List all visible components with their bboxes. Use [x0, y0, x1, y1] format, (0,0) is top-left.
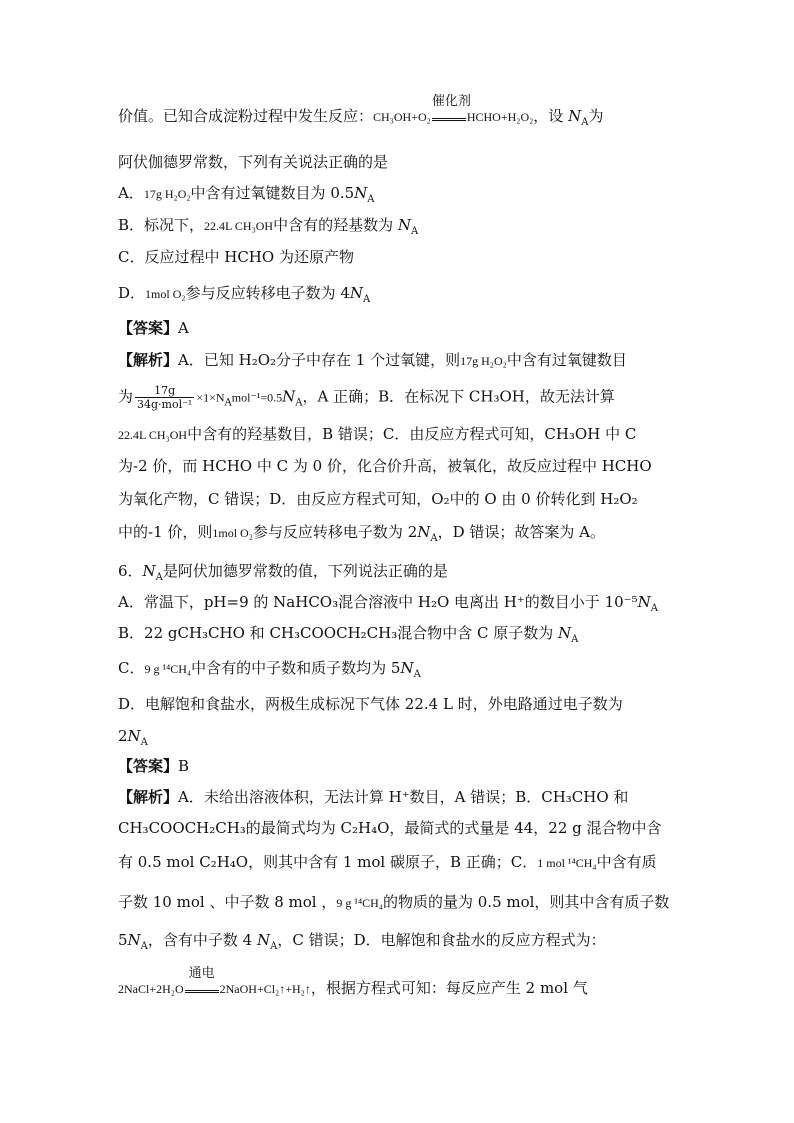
- avogadro-symbol: N: [417, 523, 431, 541]
- subscript: A: [413, 669, 421, 680]
- avogadro-symbol: N: [127, 727, 141, 745]
- chemical-formula: 2NaOH+Cl₂↑+H₂↑: [219, 982, 311, 996]
- equation-line: [118, 966, 688, 999]
- text-segment: 中含有的羟基数目，B 错误；C．由反应方程式可知，CH₃OH 中 C: [187, 425, 637, 443]
- analysis-line: [118, 350, 688, 371]
- chemical-formula: CH₃OH+O₂: [373, 110, 431, 124]
- subscript: A: [581, 117, 589, 128]
- subscript: A: [155, 572, 163, 583]
- option-a: [118, 592, 688, 619]
- avogadro-symbol: N: [558, 624, 572, 642]
- reaction-arrow: [431, 94, 471, 121]
- text-segment: D．: [118, 284, 146, 302]
- analysis-line: [118, 424, 688, 445]
- text-segment: CH₃COOCH₂CH₃的最简式均为 C₂H₄O，最简式的式量是 44，22 g 混合物中含: [118, 819, 662, 837]
- text-segment: C．: [118, 659, 145, 677]
- avogadro-symbol: N: [349, 284, 364, 302]
- question-6-stem: [118, 561, 688, 588]
- subscript: A: [430, 533, 438, 544]
- text-segment: A．: [118, 184, 144, 202]
- subscript: A: [140, 941, 148, 952]
- text-segment: 2: [118, 727, 128, 745]
- text-segment: 为: [588, 107, 604, 125]
- text-segment: 中的-1 价，则: [118, 523, 213, 541]
- text-segment: D．电解饱和食盐水，两极生成标况下气体 22.4 L 时，外电路通过电子数为: [118, 695, 623, 713]
- text-segment: C．反应过程中 HCHO 为还原产物: [118, 248, 354, 266]
- reaction-arrow: [185, 966, 219, 993]
- option-d: [118, 283, 688, 310]
- chemical-formula: 2NaCl+2H₂O: [118, 982, 184, 996]
- text-segment: 是阿伏加德罗常数的值，下列说法正确的是: [162, 562, 448, 580]
- avogadro-symbol: N: [637, 593, 651, 611]
- text-segment: A．未给出溶液体积，无法计算 H⁺数目，A 错误；B．CH₃CHO 和: [178, 788, 629, 806]
- analysis-line: [118, 892, 688, 913]
- subscript: A: [270, 941, 278, 952]
- answer-label: 【答案】: [118, 757, 179, 775]
- subscript: A: [367, 194, 375, 205]
- avogadro-symbol: N: [257, 931, 271, 949]
- avogadro-symbol: N: [354, 184, 368, 202]
- text-segment: 参与反应转移电子数为 4: [185, 284, 350, 302]
- reaction-condition: 催化剂: [431, 94, 471, 109]
- text-segment: 中含有过氧键数目为 0.5: [190, 184, 355, 202]
- question-number: 6．: [118, 562, 143, 580]
- text-line: [118, 152, 688, 172]
- answer-line: [118, 756, 688, 776]
- option-a: [118, 183, 688, 210]
- subscript: A: [411, 226, 419, 237]
- option-c: [118, 658, 688, 685]
- analysis-line: [118, 818, 688, 838]
- analysis-line: [118, 384, 688, 414]
- analysis-line: [118, 489, 688, 509]
- text-segment: 为氧化产物，C 错误；D．由反应方程式可知，O₂中的 O 由 0 价转化到 H₂O₂: [118, 490, 638, 508]
- subscript: A: [363, 294, 371, 305]
- question-stem: 阿伏伽德罗常数，下列有关说法正确的是: [118, 153, 389, 171]
- option-d-continued: [118, 726, 688, 753]
- chemical-formula: 22.4L CH₃OH: [204, 219, 274, 233]
- chemical-formula: 17g H₂O₂: [460, 354, 507, 368]
- option-b: [118, 623, 688, 650]
- text-line: [118, 94, 688, 133]
- text-segment: 为: [118, 387, 134, 406]
- text-segment: 有 0.5 mol C₂H₄O，则其中含有 1 mol 碳原子，B 正确；C．: [118, 853, 538, 871]
- text-segment: 参与反应转移电子数为 2: [252, 523, 418, 541]
- chemical-formula: 9 g ¹⁴CH₄: [336, 896, 383, 910]
- chemical-formula: 1 mol ¹⁴CH₄: [537, 856, 597, 870]
- chemical-formula: 17g H₂O₂: [143, 187, 191, 201]
- subscript: A: [295, 397, 303, 409]
- option-b: [118, 215, 688, 242]
- text-segment: 5: [118, 931, 128, 949]
- avogadro-symbol: N: [282, 387, 296, 406]
- analysis-line: [118, 522, 688, 549]
- text-segment: B．标况下，: [118, 216, 205, 234]
- avogadro-symbol: N: [400, 659, 414, 677]
- text-segment: 价值。已知合成淀粉过程中发生反应：: [118, 107, 374, 125]
- analysis-line: [118, 787, 688, 807]
- text-segment: 的物质的量为 0.5 mol，则其中含有质子数: [382, 893, 670, 911]
- text-segment: 中含有质: [596, 853, 657, 871]
- text-segment: B．22 gCH₃CHO 和 CH₃COOCH₂CH₃混合物中含 C 原子数为: [118, 624, 554, 642]
- text-segment: 中含有过氧键数目: [506, 351, 627, 369]
- text-segment: ，含有中子数 4: [147, 931, 253, 949]
- chemical-formula: 1mol O₂: [145, 287, 186, 301]
- text-segment: ，C 错误；D．电解饱和食盐水的反应方程式为：: [277, 931, 606, 949]
- chemical-formula: 1mol O₂: [212, 526, 253, 540]
- avogadro-symbol: N: [397, 216, 412, 234]
- text-segment: 中含有的羟基数为: [273, 216, 394, 234]
- option-c: [118, 247, 688, 267]
- subscript: A: [140, 737, 148, 748]
- fraction-denominator: 34g·mol⁻¹: [137, 398, 193, 411]
- text-segment: A．常温下，pH=9 的 NaHCO₃混合溶液中 H₂O 电离出 H⁺的数目小于 10⁻⁵: [118, 593, 638, 611]
- subscript: A: [571, 634, 579, 645]
- chemical-formula: 9 g ¹⁴CH₄: [144, 662, 192, 676]
- text-segment: A．已知 H₂O₂分子中存在 1 个过氧键，则: [178, 351, 461, 369]
- text-segment: ，A 正确；B．在标况下 CH₃OH，故无法计算: [302, 387, 615, 406]
- avogadro-symbol: N: [568, 107, 582, 125]
- text-segment: ，根据方程式可知：每反应产生 2 mol 气: [310, 979, 588, 997]
- math-expression: mol⁻¹=0.5: [231, 390, 283, 405]
- fraction: [135, 384, 194, 411]
- answer-line: [118, 318, 688, 338]
- text-segment: 中含有的中子数和质子数均为 5: [191, 659, 401, 677]
- analysis-line: [118, 930, 688, 957]
- text-segment: 子数 10 mol 、中子数 8 mol ，: [118, 893, 337, 911]
- avogadro-symbol: N: [142, 562, 156, 580]
- option-d: [118, 694, 688, 714]
- analysis-label: 【解析】: [118, 351, 179, 369]
- analysis-line: [118, 456, 688, 476]
- text-segment: 为-2 价，而 HCHO 中 C 为 0 价，化合价升高，被氧化，故反应过程中 HCHO: [118, 457, 652, 475]
- avogadro-symbol: N: [127, 931, 141, 949]
- chemical-formula: 22.4L CH₃OH: [118, 428, 188, 442]
- answer-value: B: [178, 757, 190, 775]
- fraction-numerator: 17g: [135, 384, 194, 398]
- text-segment: ，D 错误；故答案为 A。: [437, 523, 606, 541]
- analysis-label: 【解析】: [118, 788, 179, 806]
- answer-label: 【答案】: [118, 319, 179, 337]
- analysis-line: [118, 852, 688, 873]
- subscript: A: [650, 603, 658, 614]
- answer-value: A: [178, 319, 189, 337]
- reaction-condition: 通电: [188, 966, 215, 981]
- math-expression: ×1×N: [196, 390, 225, 405]
- text-segment: ，设: [533, 107, 564, 125]
- subscript: A: [224, 397, 232, 409]
- chemical-formula: HCHO+H₂O₂: [466, 110, 534, 124]
